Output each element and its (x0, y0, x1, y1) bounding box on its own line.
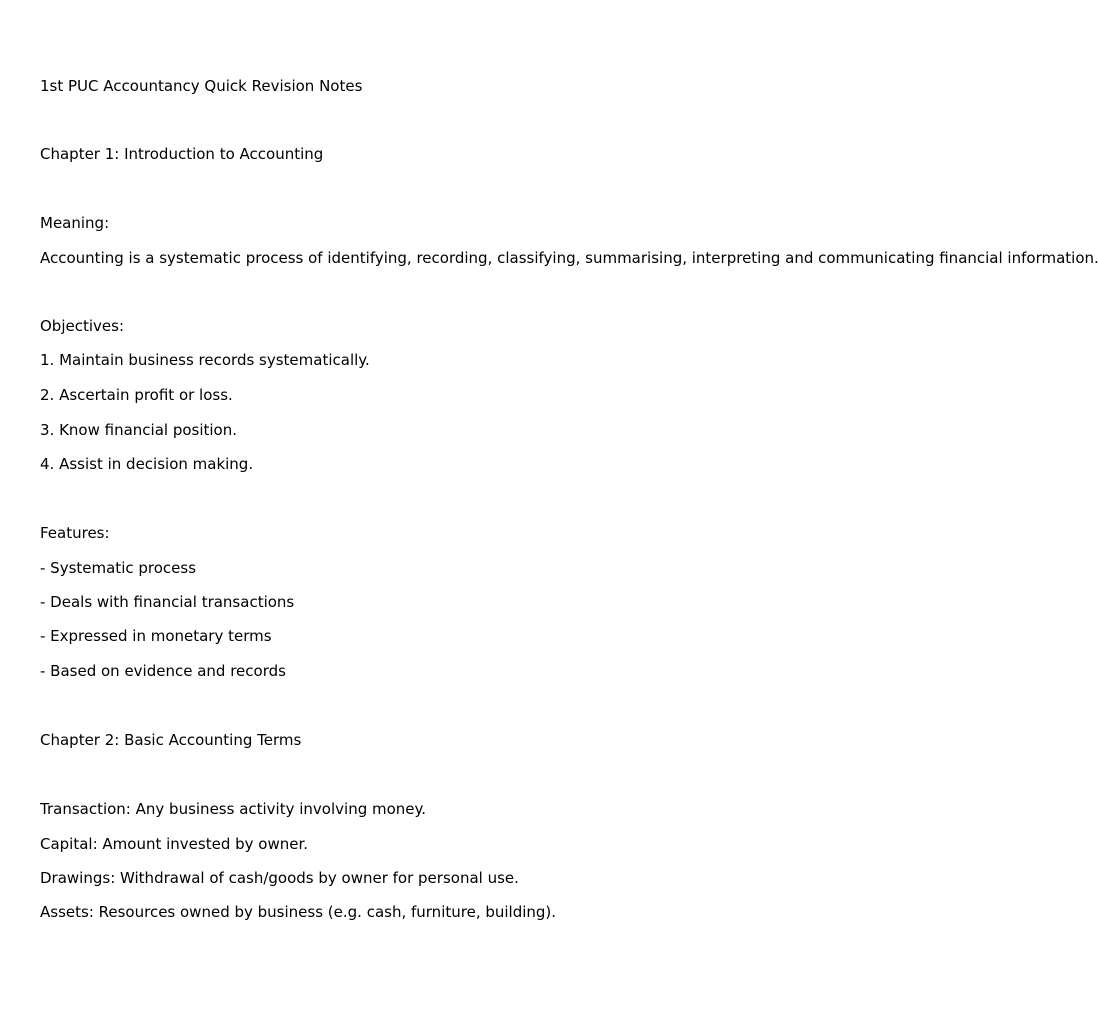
feature-item: - Based on evidence and records (40, 662, 286, 680)
objective-item: 3. Know financial position. (40, 421, 238, 439)
term-item: Transaction: Any business activity involving money. (40, 800, 427, 818)
term-item: Assets: Resources owned by business (e.g. cash, furniture, building). (40, 903, 557, 921)
objectives-label: Objectives: (40, 317, 124, 335)
chapter-1-heading: Chapter 1: Introduction to Accounting (40, 145, 324, 163)
document-title: 1st PUC Accountancy Quick Revision Notes (40, 77, 363, 95)
objective-item: 2. Ascertain profit or loss. (40, 386, 233, 404)
meaning-text: Accounting is a systematic process of identifying, recording, classifying, summarising, interpreting and communicating financial information. (40, 249, 1099, 267)
objective-item: 1. Maintain business records systematically. (40, 351, 370, 369)
features-label: Features: (40, 524, 110, 542)
chapter-2-heading: Chapter 2: Basic Accounting Terms (40, 731, 302, 749)
term-item: Capital: Amount invested by owner. (40, 835, 309, 853)
feature-item: - Expressed in monetary terms (40, 627, 272, 645)
term-item: Drawings: Withdrawal of cash/goods by owner for personal use. (40, 869, 519, 887)
feature-item: - Systematic process (40, 559, 197, 577)
meaning-label: Meaning: (40, 214, 110, 232)
objective-item: 4. Assist in decision making. (40, 455, 254, 473)
feature-item: - Deals with financial transactions (40, 593, 295, 611)
